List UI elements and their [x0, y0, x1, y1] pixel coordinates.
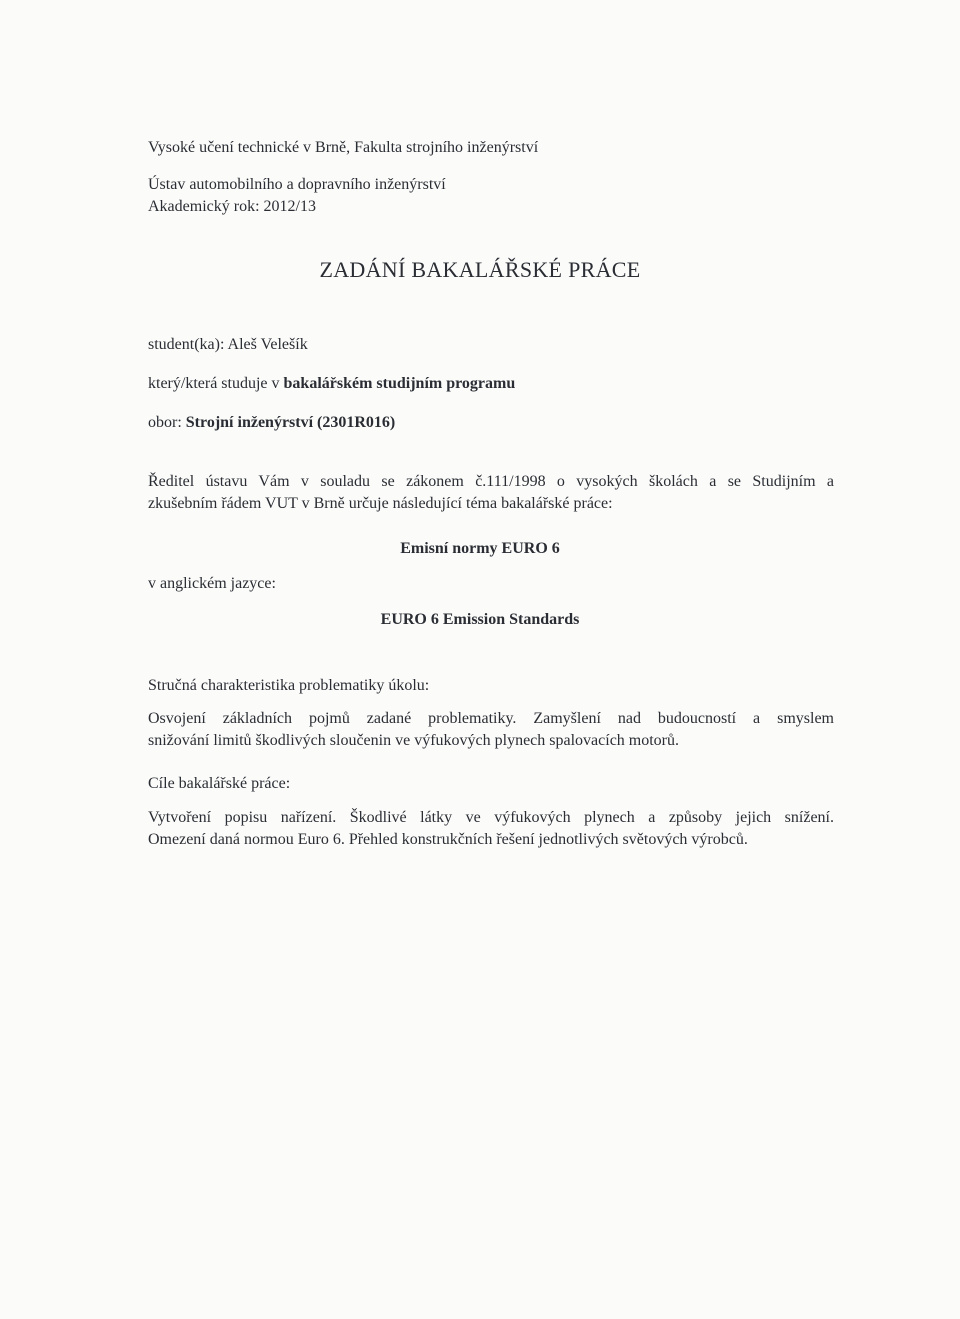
- topic-czech: Emisní normy EURO 6: [400, 540, 560, 557]
- english-label: v anglickém jazyce:: [148, 575, 276, 592]
- institution-line: Vysoké učení technické v Brně, Fakulta strojního inženýrství: [148, 139, 539, 156]
- student-line: [148, 335, 308, 355]
- goals-heading: Cíle bakalářské práce:: [148, 775, 291, 792]
- field-label: obor:: [148, 414, 182, 431]
- document-title: ZADÁNÍ BAKALÁŘSKÉ PRÁCE: [319, 257, 641, 282]
- student-label: student(ka):: [148, 336, 225, 353]
- intro-line-2: zkušebním řádem VUT v Brně určuje následující téma bakalářské práce:: [148, 495, 613, 512]
- intro-line-1: Ředitel ústavu Vám v souladu se zákonem č.111/1998 o vysokých školách a se Studijním a: [148, 473, 834, 490]
- characteristics-heading: Stručná charakteristika problematiky úkolu:: [148, 677, 430, 694]
- topic-english: EURO 6 Emission Standards: [380, 611, 580, 628]
- programme-prefix: který/která studuje v: [148, 375, 280, 392]
- academic-year-line: Akademický rok: 2012/13: [148, 198, 316, 215]
- programme-name: bakalářském studijním programu: [283, 375, 516, 392]
- goals-line-1: Vytvoření popisu nařízení. Škodlivé látky ve výfukových plynech a způsoby jejich snížení.: [148, 809, 834, 826]
- field-line: [148, 413, 395, 433]
- characteristics-line-2: snižování limitů škodlivých sloučenin ve výfukových plynech spalovacích motorů.: [148, 732, 680, 749]
- department-line: Ústav automobilního a dopravního inženýrství: [148, 176, 446, 193]
- goals-line-2: Omezení daná normou Euro 6. Přehled konstrukčních řešení jednotlivých světových výrobců.: [148, 831, 748, 848]
- programme-line: [148, 374, 515, 394]
- student-name: Aleš Velešík: [227, 336, 308, 353]
- characteristics-line-1: Osvojení základních pojmů zadané problematiky. Zamyšlení nad budoucností a smyslem: [148, 710, 834, 727]
- field-name: Strojní inženýrství (2301R016): [185, 414, 396, 431]
